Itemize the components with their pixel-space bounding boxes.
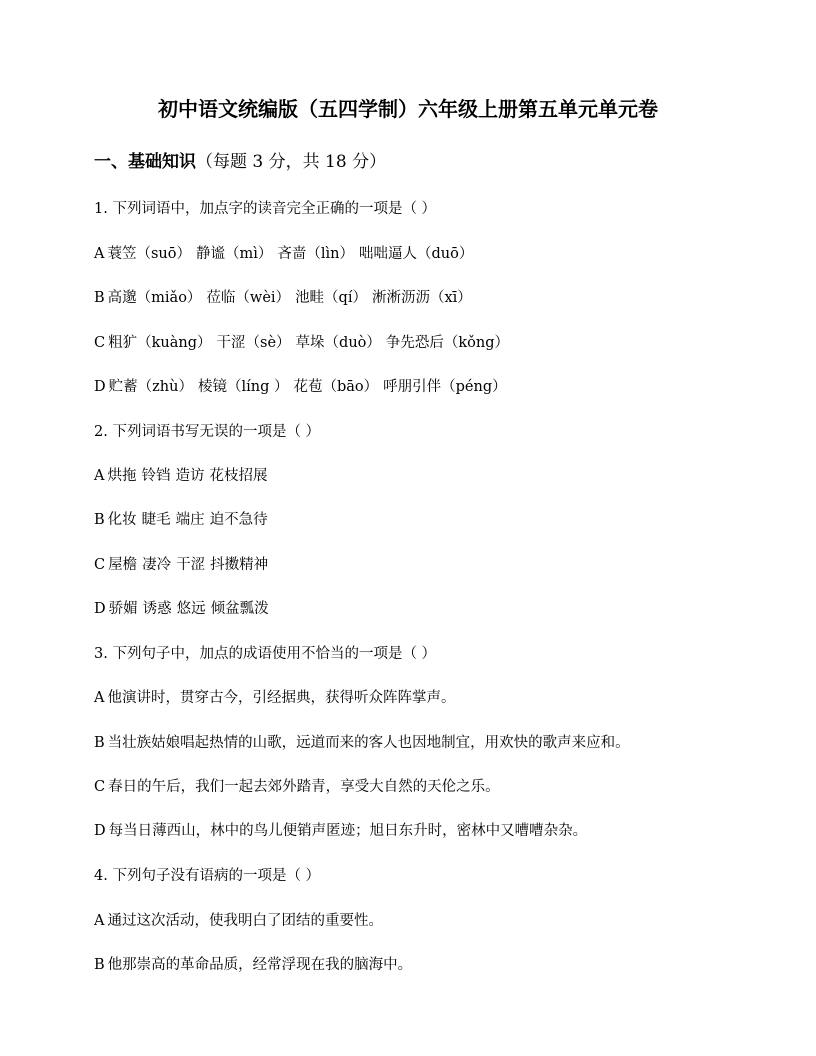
option-item: 抖擞精神	[210, 557, 269, 573]
option-item: 莅临（wèi）	[206, 290, 291, 306]
option-line	[94, 332, 509, 354]
option-letter: D	[94, 601, 106, 617]
section-score-note: （每题 3 分，共 18 分）	[196, 152, 387, 172]
option-letter: D	[94, 823, 106, 839]
option-text: 他那崇高的革命品质，经常浮现在我的脑海中。	[107, 957, 413, 973]
page-title: 初中语文统编版（五四学制）六年级上册第五单元单元卷	[158, 97, 658, 121]
option-item: 骄媚	[108, 601, 138, 617]
option-letter: A	[94, 246, 105, 262]
option-text: 每当日薄西山，林中的鸟儿便销声匿迹；旭日东升时，密林中又嘈嘈杂杂。	[108, 823, 588, 839]
option-item: 干涩（sè）	[216, 335, 291, 351]
option-line	[94, 376, 507, 398]
option-item: 迫不急待	[209, 512, 268, 528]
option-line	[94, 776, 500, 798]
question-stem: 4. 下列句子没有语病的一项是（ ）	[94, 868, 321, 884]
option-letter: B	[94, 290, 105, 306]
section-title: 一、基础知识	[94, 152, 196, 172]
option-letter: B	[94, 512, 105, 528]
question-stem: 1. 下列词语中，加点字的读音完全正确的一项是（ ）	[94, 201, 437, 217]
option-item: 蓑笠（suō）	[107, 246, 191, 262]
option-letter: C	[94, 779, 106, 795]
option-item: 贮蓄（zhù）	[108, 379, 193, 395]
option-item: 花枝招展	[209, 468, 268, 484]
option-line	[94, 554, 268, 576]
option-line	[94, 954, 412, 976]
option-line	[94, 243, 473, 265]
option-item: 干涩	[176, 557, 206, 573]
option-letter: A	[94, 690, 105, 706]
option-text: 当壮族姑娘唱起热情的山歌，远道而来的客人也因地制宜，用欢快的歌声来应和。	[107, 735, 630, 751]
option-item: 呼朋引伴（péng）	[383, 379, 507, 395]
option-item: 静谧（mì）	[196, 246, 273, 262]
option-line	[94, 820, 587, 842]
option-letter: C	[94, 335, 106, 351]
option-text: 通过这次活动，使我明白了团结的重要性。	[107, 913, 383, 929]
option-item: 倾盆瓢泼	[210, 601, 269, 617]
option-text: 春日的午后，我们一起去郊外踏青，享受大自然的天伦之乐。	[108, 779, 500, 795]
option-item: 争先恐后（kǒng）	[385, 335, 510, 351]
option-item: 咄咄逼人（duō）	[359, 246, 474, 262]
option-letter: B	[94, 957, 105, 973]
option-item: 端庄	[175, 512, 205, 528]
option-line	[94, 465, 267, 487]
option-item: 诱惑	[142, 601, 172, 617]
option-line	[94, 687, 455, 709]
option-item: 屋檐	[108, 557, 138, 573]
option-letter: B	[94, 735, 105, 751]
option-item: 化妆	[107, 512, 137, 528]
option-letter: A	[94, 468, 105, 484]
option-item: 高邈（miǎo）	[107, 290, 202, 306]
option-item: 凄冷	[142, 557, 172, 573]
option-item: 淅淅沥沥（xī）	[371, 290, 472, 306]
option-letter: D	[94, 379, 106, 395]
question-stem: 2. 下列词语书写无误的一项是（ ）	[94, 424, 321, 440]
option-item: 铃铛	[141, 468, 171, 484]
option-letter: C	[94, 557, 106, 573]
option-item: 棱镜（líng ）	[197, 379, 289, 395]
option-line	[94, 287, 472, 309]
option-line	[94, 732, 630, 754]
option-line	[94, 910, 383, 932]
option-item: 吝啬（lìn）	[277, 246, 355, 262]
option-item: 粗犷（kuàng）	[108, 335, 212, 351]
option-line	[94, 509, 268, 531]
question-stem: 3. 下列句子中，加点的成语使用不恰当的一项是（ ）	[94, 646, 437, 662]
option-item: 烘拖	[107, 468, 137, 484]
option-item: 池畦（qí）	[295, 290, 367, 306]
option-item: 睫毛	[141, 512, 171, 528]
option-item: 造访	[175, 468, 205, 484]
section-heading	[94, 150, 386, 174]
option-item: 草垛（duò）	[295, 335, 381, 351]
option-text: 他演讲时，贯穿古今，引经据典，获得听众阵阵掌声。	[107, 690, 456, 706]
option-item: 花苞（bāo）	[293, 379, 379, 395]
option-line	[94, 598, 269, 620]
option-item: 悠远	[176, 601, 206, 617]
option-letter: A	[94, 913, 105, 929]
